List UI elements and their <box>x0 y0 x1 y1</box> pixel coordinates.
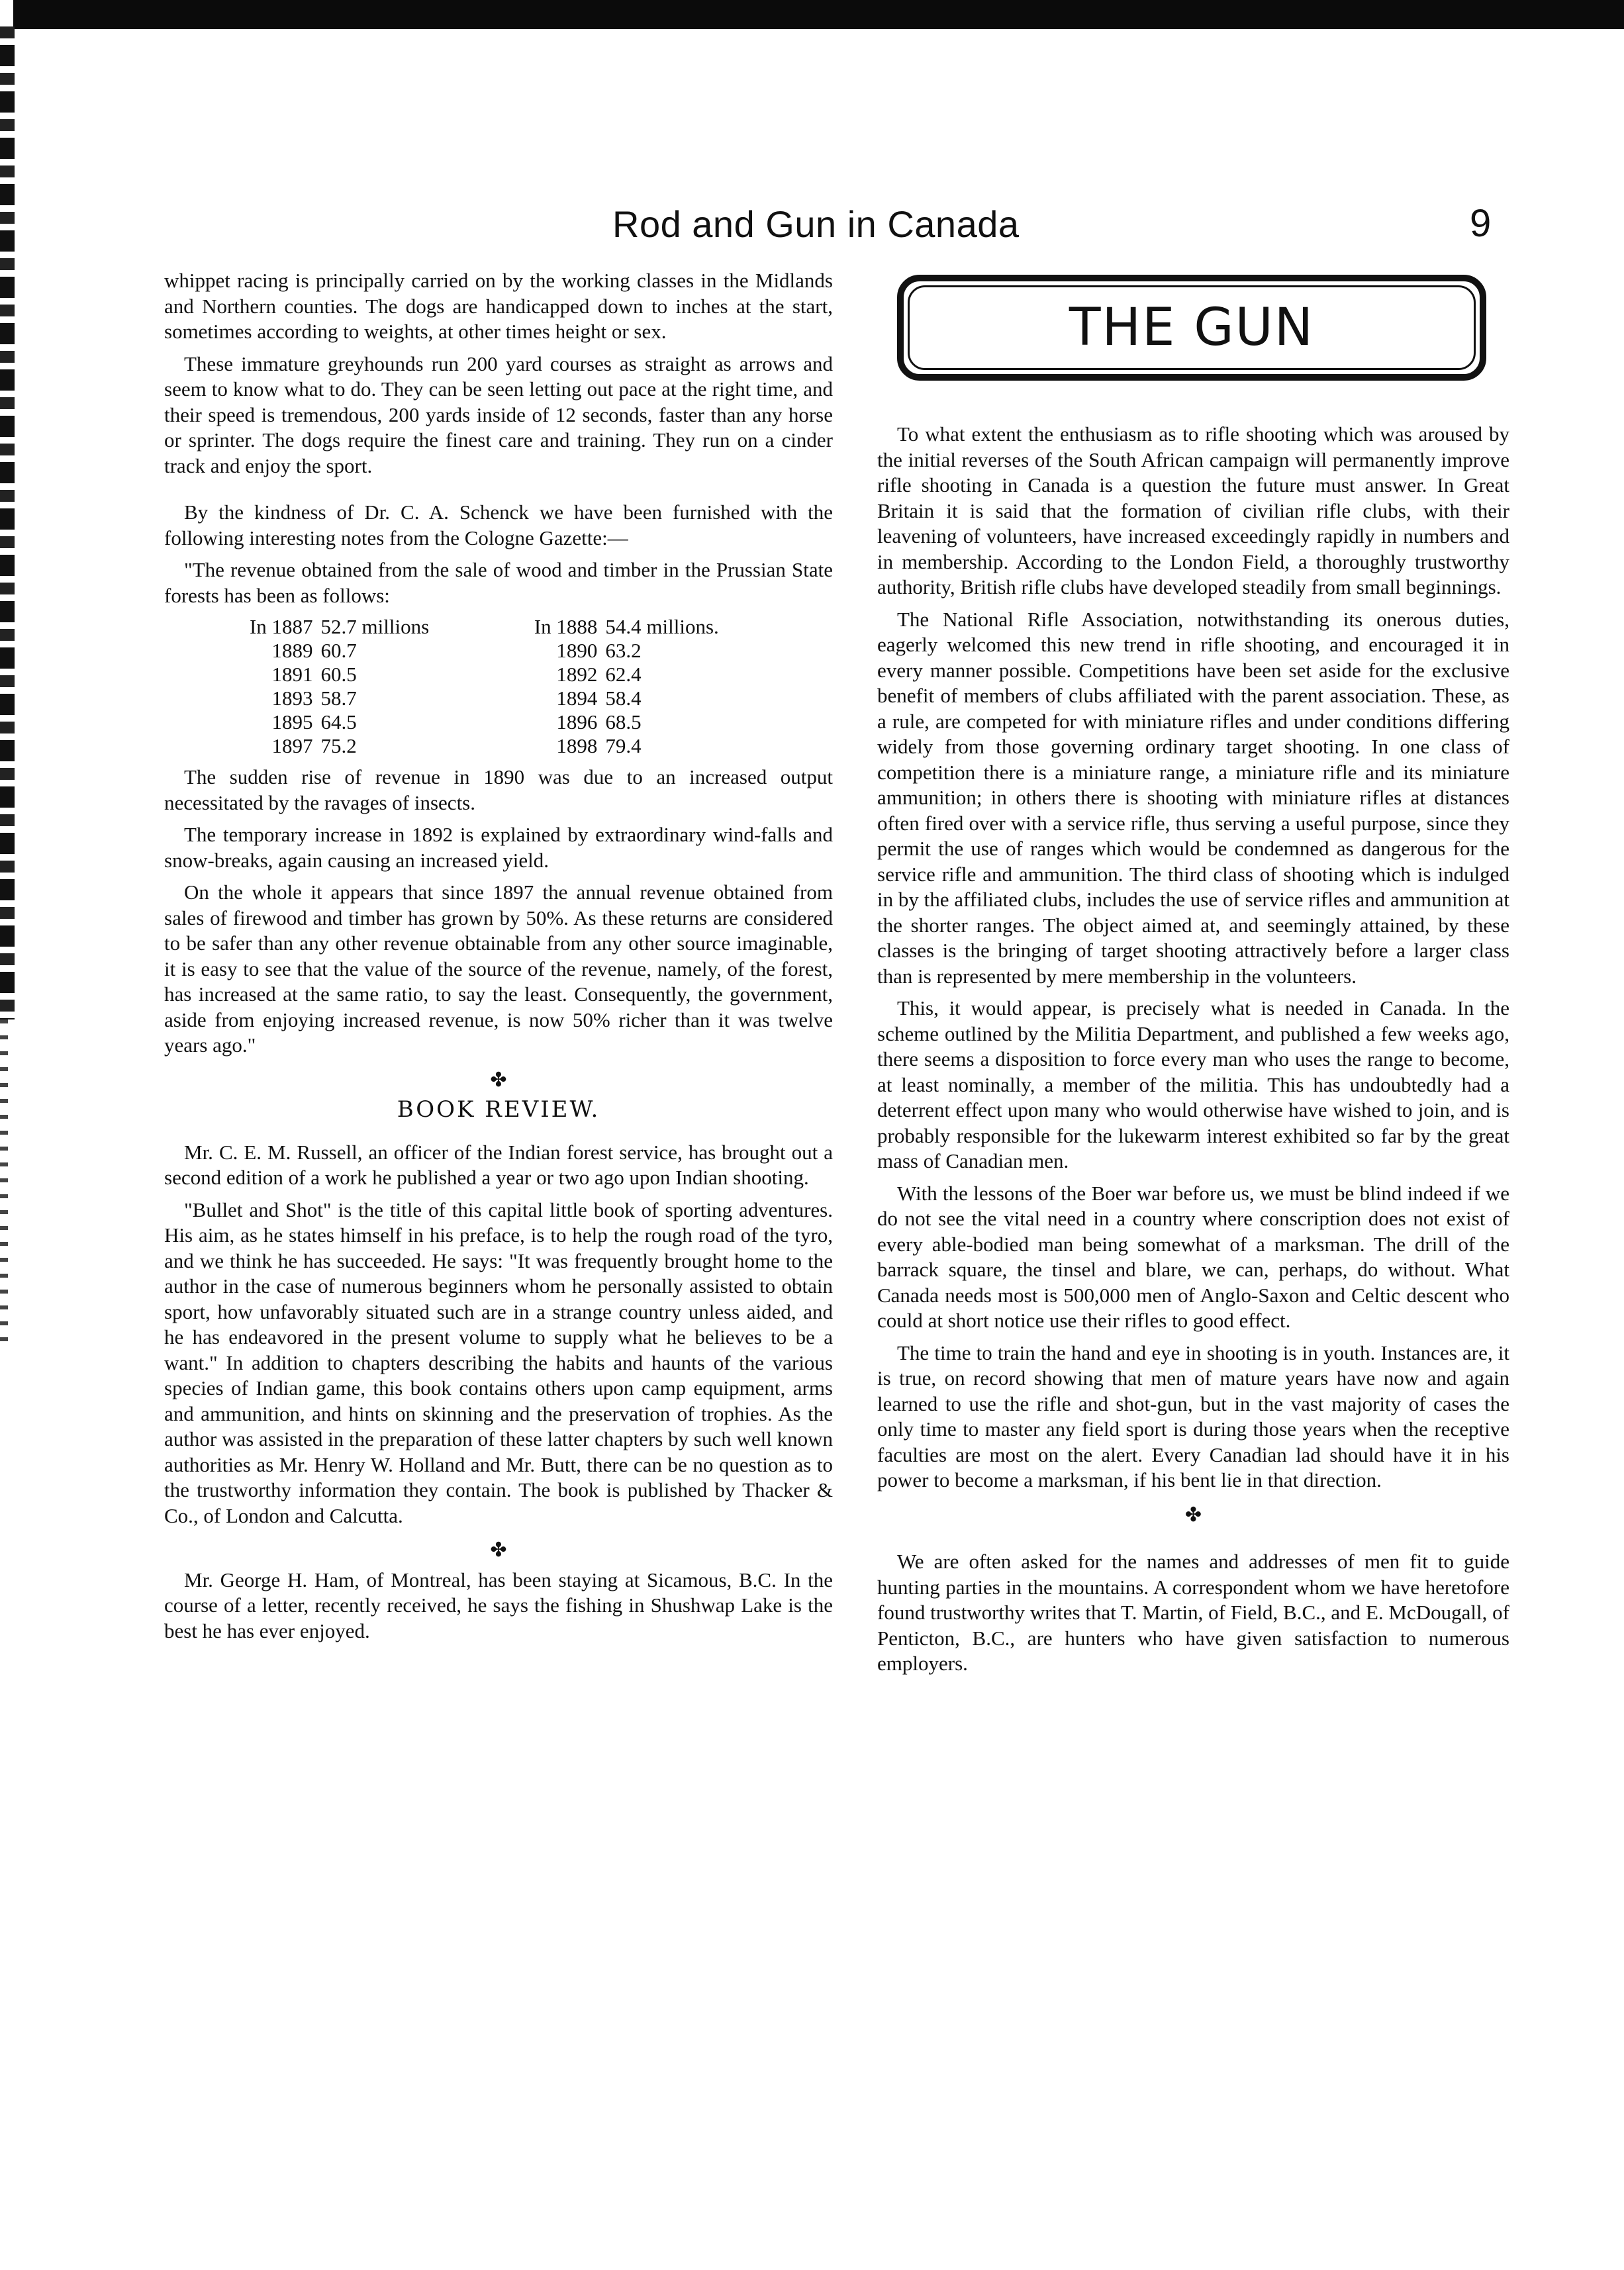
revenue-increase-paragraph: The temporary increase in 1892 is explained by extraordinary wind-falls and snow-breaks, again causing an increased yield. <box>164 823 833 872</box>
running-title: Rod and Gun in Canada <box>612 203 1020 245</box>
ham-paragraph: Mr. George H. Ham, of Montreal, has been staying at Sicamous, B.C. In the course of a letter, recently received, he says the fishing in Shushwap Lake is the best he has ever enjoyed. <box>164 1568 833 1642</box>
revenue-value: 62.4 <box>605 663 642 686</box>
revenue-summary-paragraph: On the whole it appears that since 1897 the annual revenue obtained from sales of firewood and timber has grown by 50%. As these returns are considered to be safer than any other revenue obtainable from any other source imaginable, it is easy to see that the value of the source of the revenue, namely, of the forest, has increased at the same ratio, to say the least. Consequently, the government, aside from enjoying increased revenue, is now 50% richer than it was twelve years ago." <box>164 880 833 1057</box>
scan-edge-artifact-lower <box>0 1019 8 1350</box>
left-column <box>164 268 833 1650</box>
revenue-row <box>211 639 780 663</box>
revenue-year: 1897 <box>271 734 313 757</box>
book-review-heading: BOOK REVIEW. <box>397 1096 600 1123</box>
revenue-value: 58.4 <box>605 686 642 710</box>
right-column <box>877 275 1509 1683</box>
running-header <box>0 199 1624 258</box>
book-review-paragraph-1: Mr. C. E. M. Russell, an officer of the Indian forest service, has brought out a second edition of a work he published a year or two ago upon Indian shooting. <box>164 1140 833 1189</box>
schenck-intro-paragraph: By the kindness of Dr. C. A. Schenck we have been furnished with the following interesting notes from the Cologne Gazette:— <box>164 500 833 549</box>
top-border-rule <box>13 0 1624 29</box>
revenue-value: 52.7 millions <box>320 615 430 638</box>
revenue-value: 63.2 <box>605 639 642 662</box>
whippet-paragraph-1: whippet racing is principally carried on by the working classes in the Midlands and Northern counties. The dogs are handicapped down to inches at the start, sometimes according to weights, at other times height or sex. <box>164 269 833 343</box>
revenue-value: 60.7 <box>320 639 357 662</box>
book-review-paragraph-2: "Bullet and Shot" is the title of this capital little book of sporting adventures. His aim, as he states himself in his preface, is to help the rough road of the tyro, and we think he has succeeded. He says: "It was frequently brought home to the author in the case of numerous beginners whom he personally assisted to obtain sport, how unfavorably situated such are in a strange country unless aided, and he has endeavored in the present volume to supply what he believes to be a want." In addition to chapters describing the habits and haunts of the various species of Indian game, this book contains others upon camp equipment, arms and ammunition, and hints on skinning and the preservation of trophies. As the author was assisted in the preparation of these latter chapters by such well known authorities as Mr. Henry W. Holland and Mr. Butt, there can be no question as to the trustworthy information they contain. The book is published by Thacker & Co., of London and Calcutta. <box>164 1198 833 1527</box>
revenue-year: 1898 <box>556 734 598 757</box>
revenue-value: 64.5 <box>320 710 357 733</box>
the-gun-title: THE GUN <box>1069 297 1315 357</box>
revenue-row <box>211 663 780 686</box>
revenue-year: 1889 <box>271 639 313 662</box>
revenue-value: 60.5 <box>320 663 357 686</box>
revenue-year: 1892 <box>556 663 598 686</box>
page-number: 9 <box>1470 202 1492 245</box>
whippet-paragraph-2: These immature greyhounds run 200 yard courses as straight as arrows and seem to know what to do. They can be seen letting out pace at the right time, and their speed is tremendous, 200 yards inside of 12 seconds, faster than any horse or sprinter. The dogs require the finest care and training. They run on a cinder track and enjoy the sport. <box>164 352 833 477</box>
revenue-value: 75.2 <box>320 734 357 757</box>
revenue-year: 1895 <box>271 710 313 733</box>
guides-paragraph: We are often asked for the names and addresses of men fit to guide hunting parties in the mountains. A correspondent whom we have heretofore found trustworthy writes that T. Martin, of Field, B.C., and E. McDougall, of Penticton, B.C., are hunters who have given satisfaction to numerous employers. <box>877 1550 1509 1675</box>
revenue-year: 1890 <box>556 639 598 662</box>
revenue-year: 1894 <box>556 686 598 710</box>
revenue-quote-paragraph: "The revenue obtained from the sale of wood and timber in the Prussian State forests has been as follows: <box>164 558 833 607</box>
revenue-year: 1891 <box>271 663 313 686</box>
revenue-year: In 1887 <box>249 615 313 638</box>
gun-paragraph-4: With the lessons of the Boer war before us, we must be blind indeed if we do not see the vital need in a country where conscription does not exist of every able-bodied man being somewhat of a marksman. The drill of the barrack square, the tinsel and blare, we can, perhaps, do without. What Canada needs most is 500,000 men of Anglo-Saxon and Celtic descent who could at short notice use their rifles to good effect. <box>877 1181 1509 1332</box>
gun-paragraph-2: The National Rifle Association, notwithstanding its onerous duties, eagerly welcomed this new trend in rifle shooting, and encouraged it in every manner possible. Competitions have been set aside for the exclusive benefit of members of clubs affiliated with the parent association. These, as a rule, are competed for with miniature rifles and under conditions differing widely from those governing ordinary target shooting. In one class of competition there is a miniature range, a miniature rifle and its miniature ammunition; in others there is shooting with miniature rifles at distances often fired over with a service rifle, thus serving a useful purpose, since they permit the use of ranges which would be condemned as dangerous for the service rifle and ammunition. The third class of shooting which is indulged in by the affiliated clubs, includes the use of service rifles and ammunition at the shorter ranges. The object aimed at, and seemingly attained, by these classes is the bringing of target shooting attractively before a larger class than is represented by mere membership in the volunteers. <box>877 607 1509 988</box>
the-gun-title-box <box>897 275 1486 381</box>
gun-paragraph-3: This, it would appear, is precisely what is needed in Canada. In the scheme outlined by the Militia Department, and published a few weeks ago, there seems a disposition to force every man who uses the range to become, at least nominally, a member of the militia. This has undoubtedly had a deterrent effect upon many who would otherwise have wished to join, and is probably responsible for the lukewarm interest exhibited so far by the great mass of Canadian men. <box>877 996 1509 1172</box>
revenue-value: 79.4 <box>605 734 642 757</box>
revenue-row <box>211 686 780 710</box>
revenue-value: 54.4 millions. <box>605 615 719 638</box>
scan-edge-artifact <box>0 26 15 1019</box>
revenue-year: In 1888 <box>534 615 598 638</box>
gun-paragraph-1: To what extent the enthusiasm as to rifle shooting which was aroused by the initial reverses of the South African campaign will permanently improve rifle shooting in Canada is a question the future must answer. In Great Britain it is said that the formation of civilian rifle clubs, with their leavening of volunteers, have increased exceedingly rapidly in numbers and in membership. According to the London Field, a thoroughly trustworthy authority, British rifle clubs have developed steadily from small beginnings. <box>877 422 1509 598</box>
revenue-table <box>211 615 780 758</box>
revenue-rise-paragraph: The sudden rise of revenue in 1890 was due to an increased output necessitated by the ravages of insects. <box>164 765 833 814</box>
revenue-value: 58.7 <box>320 686 357 710</box>
section-ornament: ✤ <box>490 1539 507 1561</box>
revenue-row <box>211 615 780 639</box>
revenue-year: 1896 <box>556 710 598 733</box>
revenue-value: 68.5 <box>605 710 642 733</box>
revenue-year: 1893 <box>271 686 313 710</box>
section-ornament: ✤ <box>1184 1503 1202 1526</box>
revenue-row <box>211 710 780 734</box>
revenue-row <box>211 734 780 758</box>
gun-paragraph-5: The time to train the hand and eye in shooting is in youth. Instances are, it is true, on record showing that men of mature years have now and again learned to use the rifle and shot-gun, but in the vast majority of cases the only time to master any field sport is during those years when the receptive faculties are most on the alert. Every Canadian lad should have it in his power to become a marksman, if his bent lie in that direction. <box>877 1341 1509 1491</box>
section-ornament: ✤ <box>490 1068 507 1091</box>
